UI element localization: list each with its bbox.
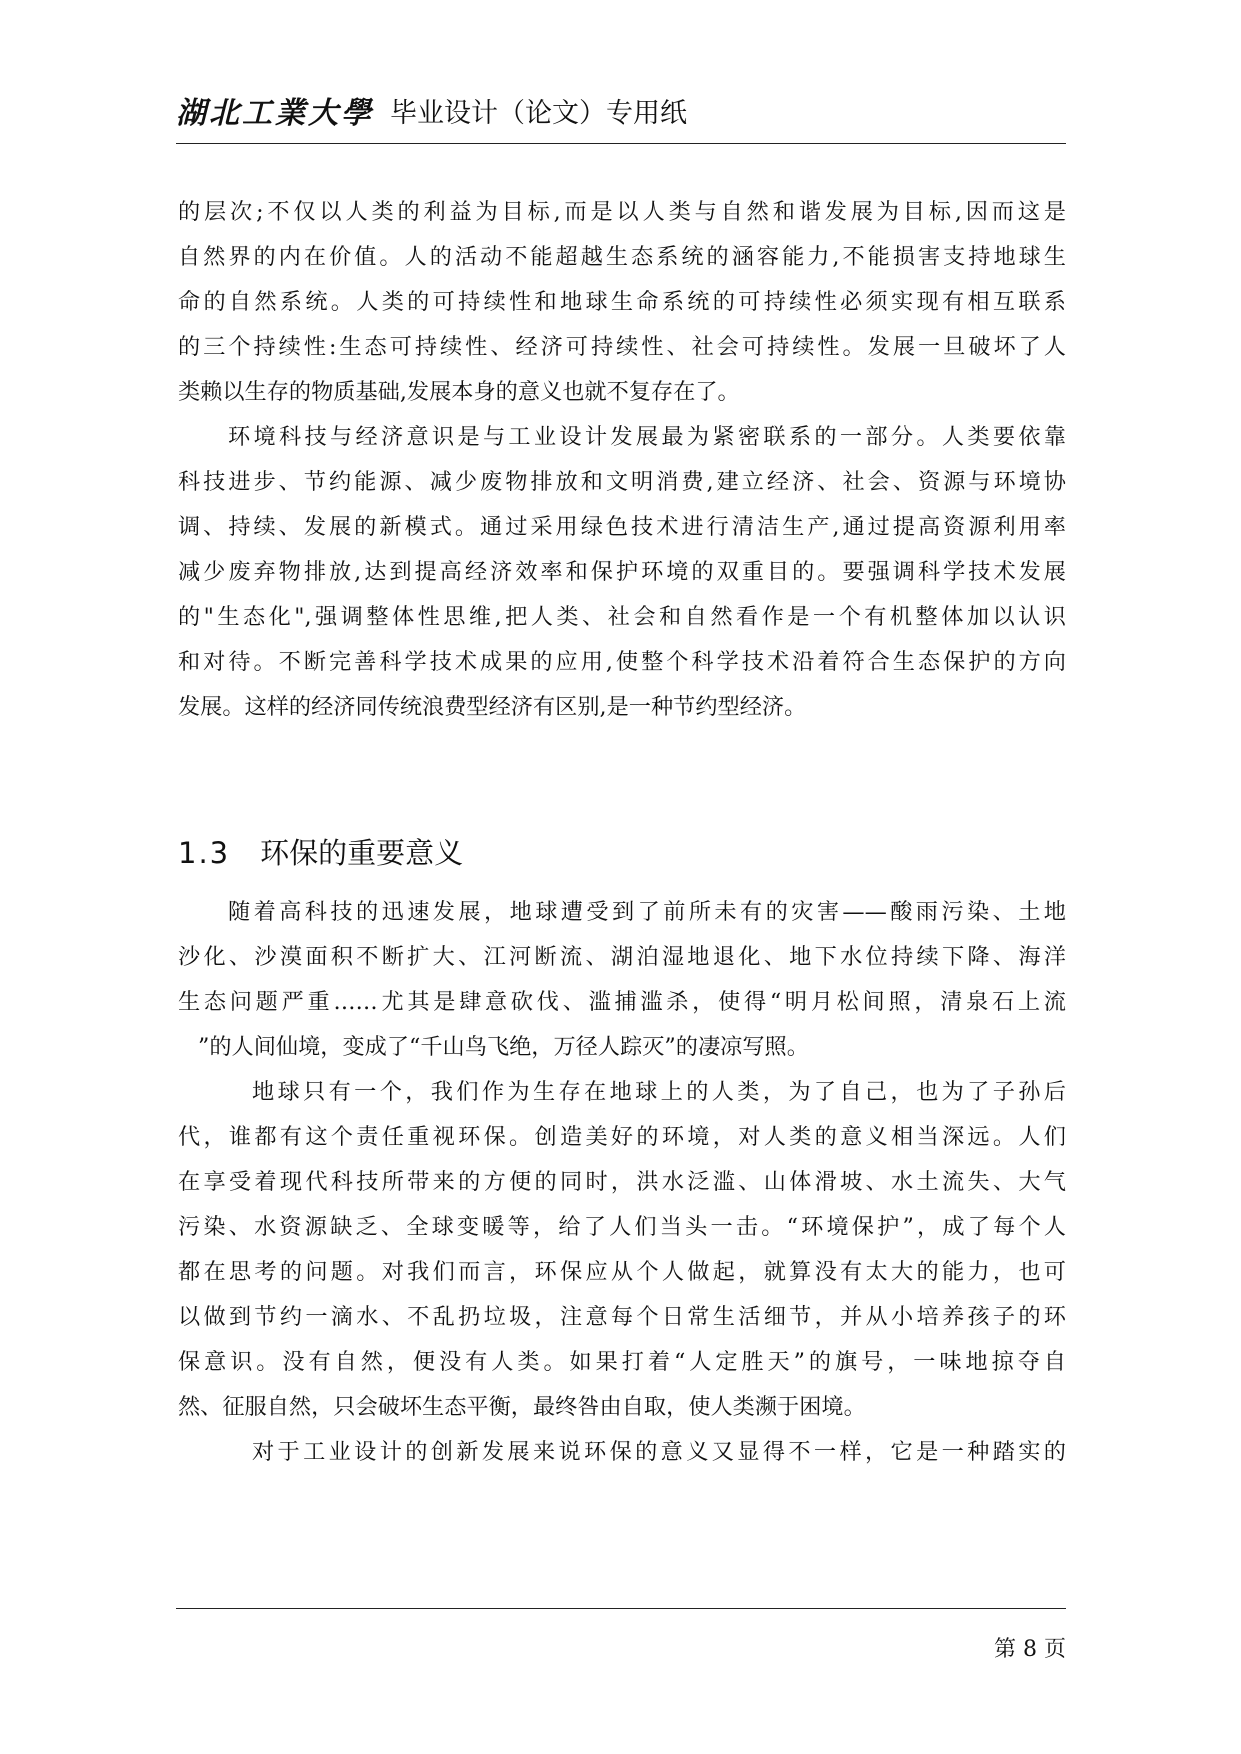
text-line: 和对待。不断完善科学技术成果的应用,使整个科学技术沿着符合生态保护的方向	[178, 649, 1066, 675]
footer-rule	[176, 1608, 1066, 1609]
university-logo-text: 湖北工業大學	[176, 96, 374, 131]
section2-body	[178, 890, 1066, 1475]
text-line: 沙化、沙漠面积不断扩大、江河断流、湖泊湿地退化、地下水位持续下降、海洋	[178, 944, 1066, 970]
text-line: 减少废弃物排放,达到提高经济效率和保护环境的双重目的。要强调科学技术发展	[178, 559, 1066, 585]
text-line: 的三个持续性:生态可持续性、经济可持续性、社会可持续性。发展一旦破坏了人	[178, 334, 1066, 360]
text-line: 自然界的内在价值。人的活动不能超越生态系统的涵容能力,不能损害支持地球生	[178, 244, 1066, 270]
text-line: 污染、水资源缺乏、全球变暖等，给了人们当头一击。“环境保护”，成了每个人	[178, 1214, 1066, 1240]
page-number: 第 8 页	[994, 1637, 1066, 1662]
section1-body	[178, 190, 1066, 730]
text-line: 科技进步、节约能源、减少废物排放和文明消费,建立经济、社会、资源与环境协	[178, 469, 1066, 495]
text-line: 随着高科技的迅速发展，地球遭受到了前所未有的灾害——酸雨污染、土地	[228, 899, 1066, 925]
text-line: 环境科技与经济意识是与工业设计发展最为紧密联系的一部分。人类要依靠	[228, 424, 1066, 450]
text-line: 在享受着现代科技所带来的方便的同时，洪水泛滥、山体滑坡、水土流失、大气	[178, 1169, 1066, 1195]
section-number: 1.3	[178, 836, 231, 870]
text-line: 地球只有一个，我们作为生存在地球上的人类，为了自己，也为了子孙后	[252, 1079, 1066, 1105]
text-line: 的层次;不仅以人类的利益为目标,而是以人类与自然和谐发展为目标,因而这是	[178, 199, 1066, 225]
text-line: 以做到节约一滴水、不乱扔垃圾，注意每个日常生活细节，并从小培养孩子的环	[178, 1304, 1066, 1330]
text-line: 代，谁都有这个责任重视环保。创造美好的环境，对人类的意义相当深远。人们	[178, 1124, 1066, 1150]
text-line: 命的自然系统。人类的可持续性和地球生命系统的可持续性必须实现有相互联系	[178, 289, 1066, 315]
text-line: 类赖以生存的物质基础,发展本身的意义也就不复存在了。	[178, 379, 740, 405]
text-line: 保意识。没有自然，便没有人类。如果打着“人定胜天”的旗号，一味地掠夺自	[178, 1349, 1066, 1375]
page-header	[176, 80, 1066, 140]
text-line: 都在思考的问题。对我们而言，环保应从个人做起，就算没有太大的能力，也可	[178, 1259, 1066, 1285]
text-line: 调、持续、发展的新模式。通过采用绿色技术进行清洁生产,通过提高资源利用率	[178, 514, 1066, 540]
header-rule	[176, 143, 1066, 144]
text-line: 对于工业设计的创新发展来说环保的意义又显得不一样，它是一种踏实的	[252, 1439, 1066, 1465]
section-title: 环保的重要意义	[260, 836, 464, 870]
text-line: 生态问题严重……尤其是肆意砍伐、滥捕滥杀，使得“明月松间照，清泉石上流	[178, 989, 1066, 1015]
text-line: 的"生态化",强调整体性思维,把人类、社会和自然看作是一个有机整体加以认识	[178, 604, 1066, 630]
text-line: 然、征服自然，只会破坏生态平衡，最终咎由自取，使人类濒于困境。	[178, 1394, 866, 1420]
text-line: 发展。这样的经济同传统浪费型经济有区别,是一种节约型经济。	[178, 694, 807, 720]
header-title: 毕业设计（论文）专用纸	[390, 97, 687, 129]
text-line: ”的人间仙境，变成了“千山鸟飞绝，万径人踪灭”的凄凉写照。	[198, 1034, 809, 1060]
section-heading	[178, 833, 463, 873]
